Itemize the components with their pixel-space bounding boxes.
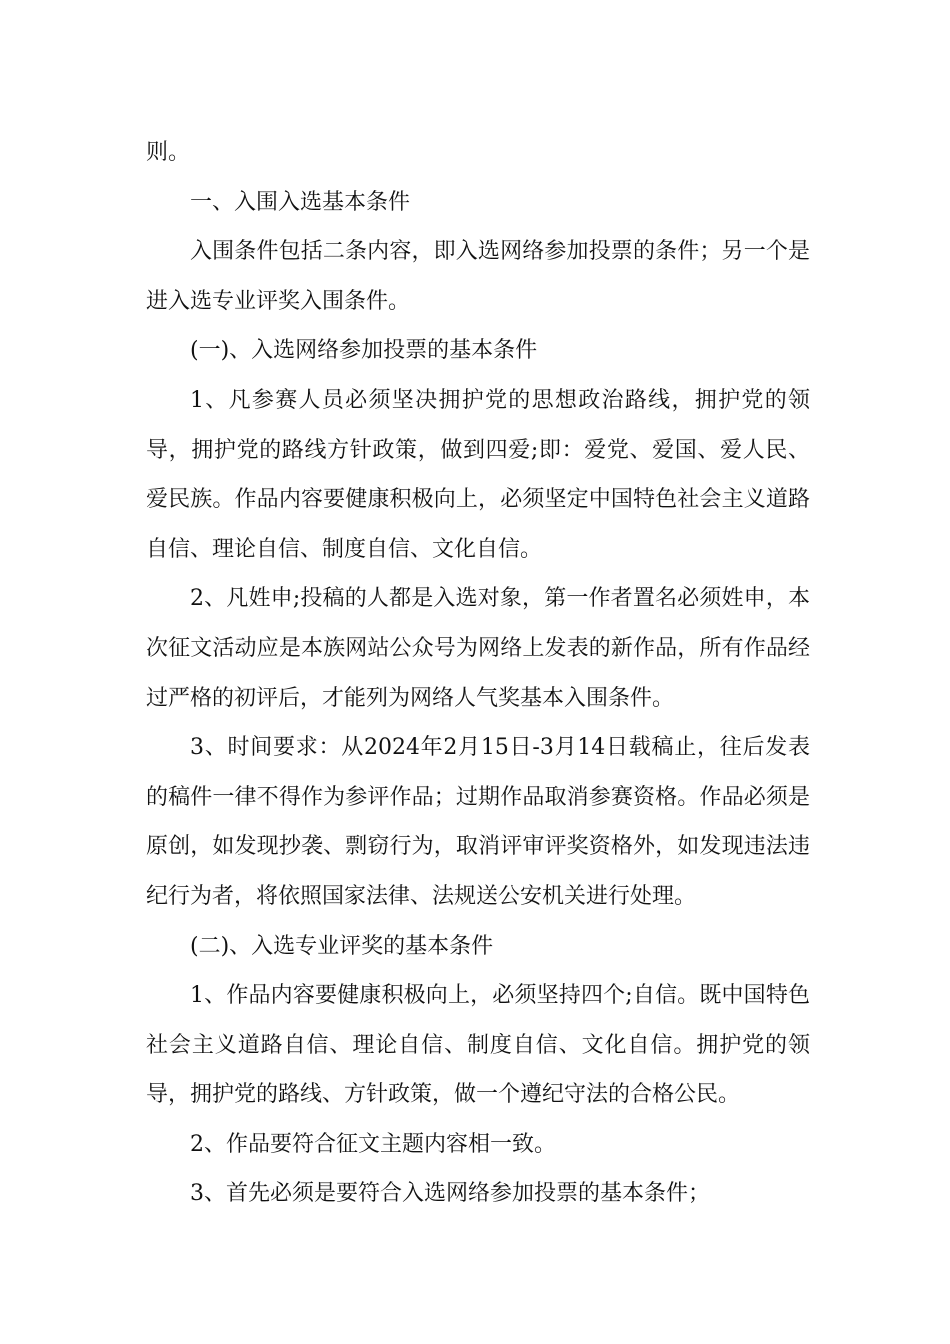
heading-subsection-2: (二)、入选专业评奖的基本条件 <box>190 933 494 959</box>
list-item-2-1: 1、作品内容要健康积极向上，必须坚持四个;自信。既中国特色社会主义道路自信、理论自信、制度自信、文化自信。拥护党的领导，拥护党的路线、方针政策，做一个遵纪守法的合格公民。 <box>146 983 810 1108</box>
document-body <box>146 128 810 1219</box>
paragraph-intro: 入围条件包括二条内容，即入选网络参加投票的条件；另一个是进入选专业评奖入围条件。 <box>146 239 810 314</box>
list-item-2-2: 2、作品要符合征文主题内容相一致。 <box>190 1131 556 1157</box>
list-item-1-3: 3、时间要求：从2024年2月15日-3月14日载稿止，往后发表的稿件一律不得作为参评作品；过期作品取消参赛资格。作品必须是原创，如发现抄袭、剽窃行为，取消评审评奖资格外，如发现违法违纪行为者，将依照国家法律、法规送公安机关进行处理。 <box>146 735 810 909</box>
list-item-1-1: 1、凡参赛人员必须坚决拥护党的思想政治路线，拥护党的领导，拥护党的路线方针政策，做到四爱;即：爱党、爱国、爱人民、爱民族。作品内容要健康积极向上，必须坚定中国特色社会主义道路自信、理论自信、制度自信、文化自信。 <box>146 387 810 562</box>
heading-section-1: 一、入围入选基本条件 <box>190 189 411 215</box>
list-item-2-3: 3、首先必须是要符合入选网络参加投票的基本条件； <box>190 1181 710 1207</box>
heading-subsection-1: (一)、入选网络参加投票的基本条件 <box>190 338 538 364</box>
paragraph-continuation: 则。 <box>146 140 191 165</box>
list-item-1-2: 2、凡姓申;投稿的人都是入选对象，第一作者置名必须姓申，本次征文活动应是本族网站公众号为网络上发表的新作品，所有作品经过严格的初评后，才能列为网络人气奖基本入围条件。 <box>146 586 810 711</box>
